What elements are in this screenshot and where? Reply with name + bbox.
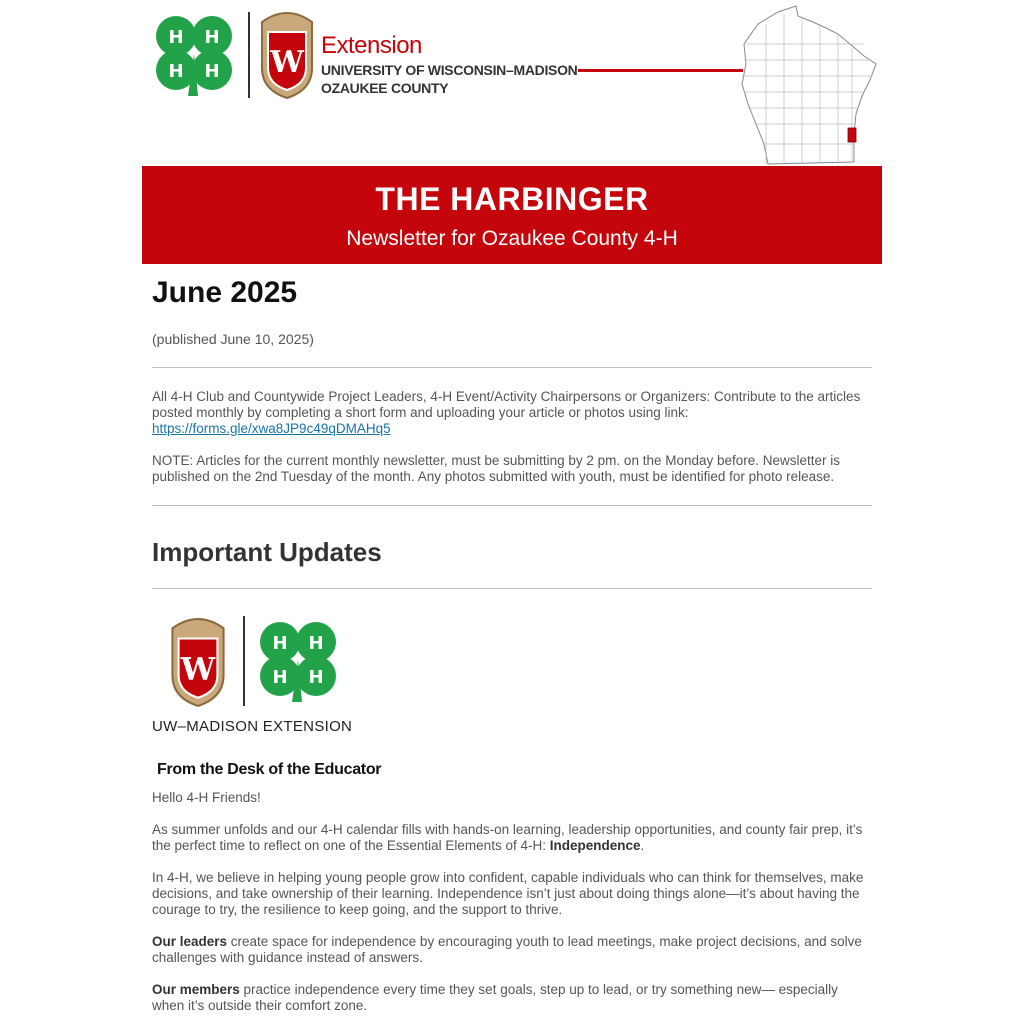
divider — [152, 367, 872, 368]
svg-text:W: W — [180, 651, 216, 688]
logo-divider — [248, 12, 250, 98]
extension-title: Extension — [321, 32, 422, 59]
divider — [152, 505, 872, 506]
intro-paragraph — [152, 389, 872, 437]
paragraph-end: . — [640, 838, 645, 853]
paragraph-text: create space for independence by encouraging youth to lead meetings, make project decisions, and solve challenges with guidance instead of answers. — [152, 934, 862, 965]
header-logos — [142, 0, 882, 165]
note-paragraph: NOTE: Articles for the current monthly newsletter, must be submitting by 2 pm. on the Monday before. Newsletter is published on the 2nd Tuesday of the month. Any photos submitted with youth, must be identified for photo release. — [152, 453, 841, 484]
banner-title: THE HARBINGER — [375, 181, 649, 217]
newsletter-banner — [142, 166, 882, 264]
article-paragraph — [152, 982, 872, 1014]
uw-extension-label: UW–MADISON EXTENSION — [152, 718, 353, 735]
section-title: Important Updates — [152, 537, 382, 567]
4h-clover-icon — [152, 12, 236, 98]
svg-text:H: H — [272, 633, 288, 654]
svg-text:H: H — [204, 61, 220, 82]
article-paragraph — [152, 822, 872, 854]
county-name: OZAUKEE COUNTY — [321, 80, 449, 96]
divider — [152, 588, 872, 589]
published-date: (published June 10, 2025) — [152, 331, 314, 347]
svg-text:H: H — [272, 667, 288, 688]
intro-text: All 4-H Club and Countywide Project Leaders, 4-H Event/Activity Chairpersons or Organizers: Contribute to the articles posted monthly by completing a short form and uploading your article or photos using link: — [152, 389, 861, 420]
svg-text:H: H — [168, 27, 184, 48]
4h-clover-icon — [256, 618, 340, 704]
header-red-line — [578, 69, 743, 72]
article-paragraph — [152, 934, 872, 966]
submission-form-link[interactable]: https://forms.gle/xwa8JP9c49qDMAHq5 — [152, 421, 391, 436]
paragraph-text: practice independence every time they set goals, step up to lead, or try something new— especially when it’s outside their comfort zone. — [152, 982, 838, 1013]
svg-text:W: W — [270, 45, 304, 80]
svg-text:H: H — [308, 633, 324, 654]
banner-subtitle: Newsletter for Ozaukee County 4-H — [346, 227, 678, 250]
paragraph-bold: Our leaders — [152, 934, 228, 949]
university-name: UNIVERSITY OF WISCONSIN–MADISON — [321, 62, 578, 78]
uw-crest-icon — [168, 616, 228, 708]
svg-text:H: H — [308, 667, 324, 688]
paragraph-bold: Independence — [549, 838, 641, 853]
article-heading: From the Desk of the Educator — [157, 761, 382, 778]
svg-text:H: H — [168, 61, 184, 82]
issue-month: June 2025 — [152, 276, 298, 309]
svg-text:H: H — [204, 27, 220, 48]
uw-extension-logo — [152, 614, 362, 739]
newsletter-page — [142, 0, 882, 1024]
paragraph-bold: Our members — [152, 982, 240, 997]
logo-divider — [243, 616, 245, 706]
wisconsin-map-icon — [738, 4, 882, 165]
article-paragraph: In 4-H, we believe in helping young people grow into confident, capable individuals who can think for themselves, make decisions, and take ownership of their learning. Independence isn’t just about doing things alone—it’s about having the courage to try, the resilience to keep going, and the support to thrive. — [152, 870, 864, 917]
paragraph-text: As summer unfolds and our 4-H calendar fills with hands-on learning, leadership opportunities, and county fair prep, it’s the perfect time to reflect on one of the Essential Elements of 4-H: — [152, 822, 863, 853]
article-greeting: Hello 4-H Friends! — [152, 790, 261, 805]
uw-crest-icon — [258, 10, 316, 100]
